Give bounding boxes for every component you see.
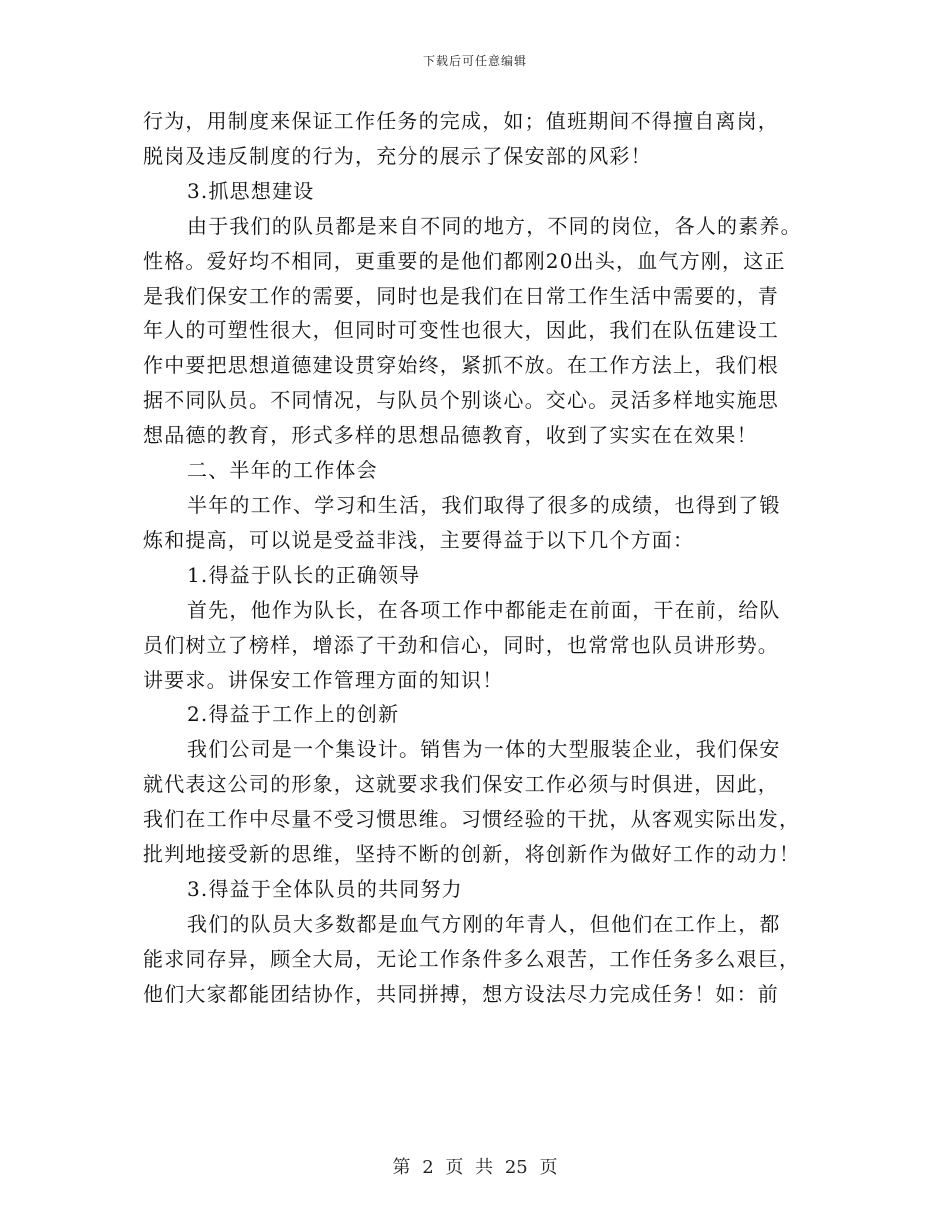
text-line: 能求同存异，顾全大局，无论工作条件多么艰苦，工作任务多么艰巨， — [143, 946, 801, 971]
text-line: 首先，他作为队长，在各项工作中都能走在前面，干在前，给队 — [187, 597, 781, 622]
text-line: 由于我们的队员都是来自不同的地方，不同的岗位，各人的素养。 — [187, 213, 802, 238]
text-line: 脱岗及违反制度的行为，充分的展示了保安部的风彩！ — [143, 143, 652, 168]
page-header: 下载后可任意编辑 — [422, 54, 527, 68]
text-line: 批判地接受新的思维，坚持不断的创新，将创新作为做好工作的动力！ — [143, 842, 801, 867]
section-heading: 二、半年的工作体会 — [187, 458, 378, 483]
text-line: 我们在工作中尽量不受习惯思维。习惯经验的干扰，从客观实际出发， — [143, 807, 801, 832]
text-line: 据不同队员。不同情况，与队员个别谈心。交心。灵活多样地实施思 — [143, 388, 779, 413]
text-line: 年人的可塑性很大，但同时可变性也很大，因此，我们在队伍建设工 — [143, 318, 779, 343]
text-line: 炼和提高，可以说是受益非浅，主要得益于以下几个方面： — [143, 527, 695, 552]
page-number-footer: 第 2 页 共 25 页 — [392, 1157, 558, 1178]
section-heading: 1.得益于队长的正确领导 — [187, 562, 421, 587]
text-line: 讲要求。讲保安工作管理方面的知识！ — [143, 667, 504, 692]
section-heading: 2.得益于工作上的创新 — [187, 702, 400, 727]
text-line: 员们树立了榜样，增添了干劲和信心，同时，也常常也队员讲形势。 — [143, 632, 779, 657]
text-line: 我们的队员大多数都是血气方刚的年青人，但他们在工作上，都 — [187, 911, 781, 936]
section-heading: 3.抓思想建设 — [187, 178, 315, 203]
text-line: 是我们保安工作的需要，同时也是我们在日常工作生活中需要的，青 — [143, 283, 779, 308]
text-line: 他们大家都能团结协作，共同拼搏，想方设法尽力完成任务！如：前 — [143, 981, 779, 1006]
text-line: 我们公司是一个集设计。销售为一体的大型服装企业，我们保安 — [187, 737, 781, 762]
section-heading: 3.得益于全体队员的共同努力 — [187, 876, 463, 901]
text-line: 作中要把思想道德建设贯穿始终，紧抓不放。在工作方法上，我们根 — [143, 353, 779, 378]
text-line: 半年的工作、学习和生活，我们取得了很多的成绩，也得到了锻 — [187, 492, 781, 517]
text-line: 想品德的教育，形式多样的思想品德教育，收到了实实在在效果！ — [143, 423, 758, 448]
text-line: 就代表这公司的形象，这就要求我们保安工作必须与时俱进，因此， — [143, 772, 779, 797]
text-line: 性格。爱好均不相同，更重要的是他们都刚20出头，血气方刚，这正 — [143, 248, 786, 273]
document-body — [143, 104, 813, 1012]
text-line: 行为，用制度来保证工作任务的完成，如；值班期间不得擅自离岗， — [143, 109, 779, 133]
